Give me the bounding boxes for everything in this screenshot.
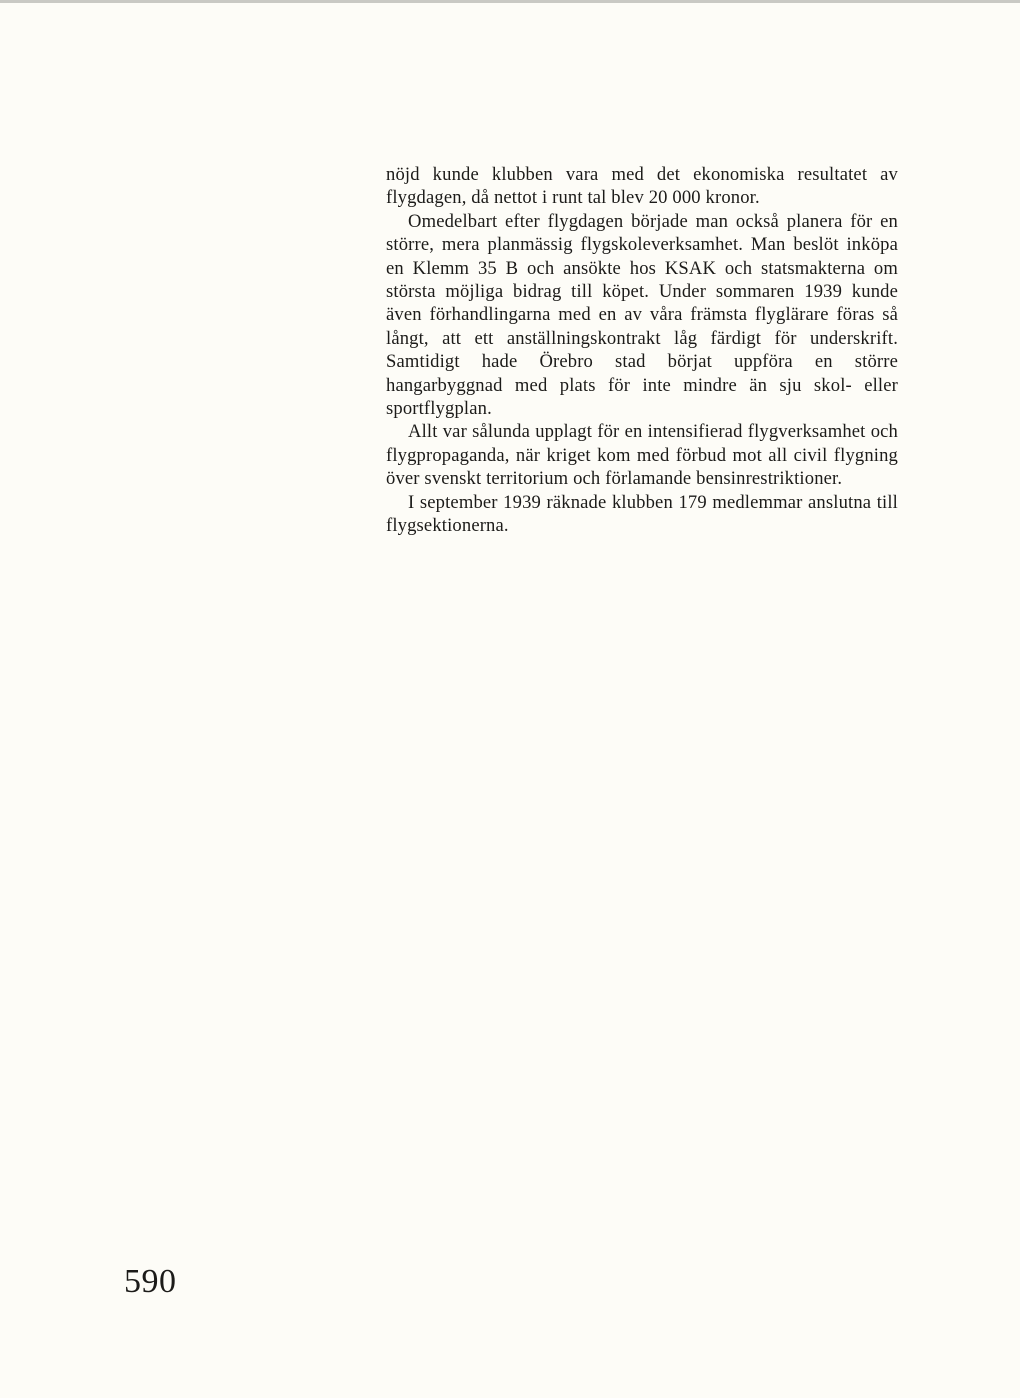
page-top-edge <box>0 0 1020 3</box>
paragraph-2: Omedelbart efter flygdagen började man också planera för en större, mera planmässig flygskoleverksamhet. Man beslöt inköpa en Klemm 35 B och ansökte hos KSAK och statsmakterna om största möjliga bidrag till köpet. Under sommaren 1939 kunde även förhandlingarna med en av våra främsta flyglärare föras så långt, att ett anställningskontrakt låg färdigt för underskrift. Samtidigt hade Örebro stad börjat uppföra en större hangarbyggnad med plats för inte mindre än sju skol- eller sportflygplan. <box>386 210 898 420</box>
body-text <box>386 163 898 538</box>
page-number: 590 <box>124 1263 177 1300</box>
paragraph-4: I september 1939 räknade klubben 179 medlemmar anslutna till flygsektionerna. <box>386 491 898 537</box>
paragraph-3: Allt var sålunda upplagt för en intensifierad flygverksamhet och flygpropaganda, när kriget kom med förbud mot all civil flygning över svenskt territorium och förlamande bensinrestriktioner. <box>386 421 898 490</box>
paragraph-1: nöjd kunde klubben vara med det ekonomiska resultatet av flygdagen, då nettot i runt tal blev 20 000 kronor. <box>386 164 898 209</box>
